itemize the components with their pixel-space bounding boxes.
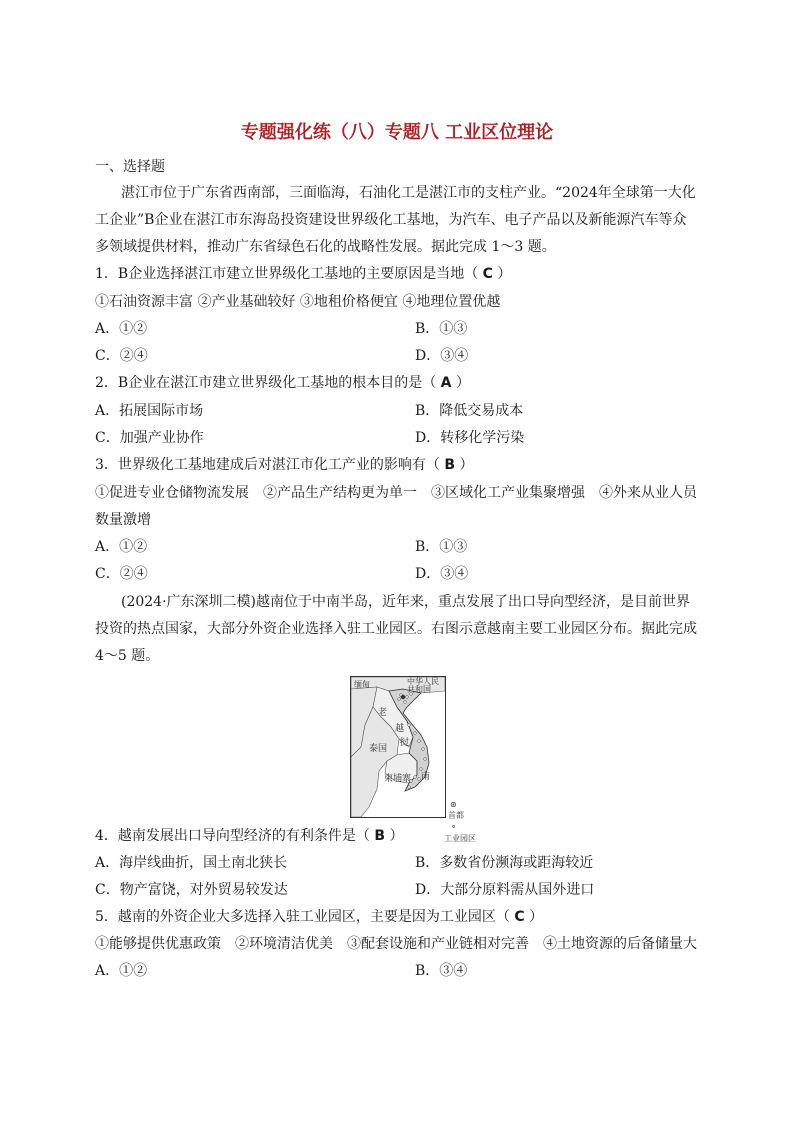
page-title: 专题强化练（八）专题八 工业区位理论 bbox=[240, 122, 554, 143]
question-3-items-line2: 数量激增 bbox=[95, 512, 151, 528]
question-3-close: ） bbox=[459, 457, 474, 473]
question-2-option-b: B．降低交易成本 bbox=[415, 403, 524, 419]
question-4-option-a: A．海岸线曲折，国土南北狭长 bbox=[95, 855, 288, 871]
question-5-stem bbox=[95, 907, 543, 927]
question-2-stem bbox=[95, 373, 470, 393]
question-1-option-b: B．①③ bbox=[415, 321, 468, 337]
map-label-wo: 挝 bbox=[400, 738, 410, 748]
passage1-line2: 工企业”B企业在湛江市东海岛投资建设世界级化工基地，为汽车、电子产品以及新能源汽车等众 bbox=[95, 212, 687, 228]
passage2-line3: 4～5 题。 bbox=[95, 648, 160, 664]
question-2-option-c: C．加强产业协作 bbox=[95, 430, 204, 446]
question-4-option-b: B．多数省份濒海或距海较近 bbox=[415, 855, 594, 871]
question-3-option-d: D．③④ bbox=[415, 566, 469, 582]
question-1-text: 1．B企业选择湛江市建立世界级化工基地的主要原因是当地（ bbox=[95, 266, 479, 282]
question-2-answer: A bbox=[440, 375, 452, 391]
legend-capital: 首都 bbox=[448, 811, 464, 820]
section-heading: 一、选择题 bbox=[95, 159, 165, 175]
legend-capital-icon: ⊛ bbox=[450, 800, 457, 809]
map-label-myanmar: 缅甸 bbox=[354, 680, 370, 689]
question-2-option-d: D．转移化学污染 bbox=[415, 430, 525, 446]
question-1-items: ①石油资源丰富 ②产业基础较好 ③地租价格便宜 ④地理位置优越 bbox=[95, 294, 501, 310]
map-label-china: 中华人民共和国 bbox=[407, 677, 439, 694]
question-3-answer: B bbox=[444, 457, 456, 473]
question-4-option-c: C．物产富饶，对外贸易较发达 bbox=[95, 882, 288, 898]
capital-marker-icon bbox=[401, 695, 405, 699]
map-label-nan: 南 bbox=[421, 772, 431, 782]
question-5-items: ①能够提供优惠政策 ②环境清洁优美 ③配套设施和产业链相对完善 ④土地资源的后备储量大 bbox=[95, 936, 697, 952]
map-label-thailand: 泰国 bbox=[369, 744, 388, 754]
question-3-text: 3．世界级化工基地建成后对湛江市化工产业的影响有（ bbox=[95, 457, 440, 473]
question-1-option-c: C．②④ bbox=[95, 348, 148, 364]
question-1-option-d: D．③④ bbox=[415, 348, 469, 364]
question-4-close: ） bbox=[389, 828, 404, 844]
question-5-answer: C bbox=[514, 909, 525, 925]
map-label-lao: 老 bbox=[378, 708, 388, 718]
map-label-cambodia: 柬埔寨 bbox=[384, 774, 412, 784]
question-3-option-c: C．②④ bbox=[95, 566, 148, 582]
question-4-stem bbox=[95, 826, 403, 846]
question-4-option-d: D．大部分原料需从国外进口 bbox=[415, 882, 595, 898]
map-label-yue: 越 bbox=[395, 724, 405, 734]
legend-park-icon: ∘ bbox=[451, 822, 457, 831]
question-2-text: 2．B企业在湛江市建立世界级化工基地的根本目的是（ bbox=[95, 375, 437, 391]
question-1-stem bbox=[95, 264, 511, 284]
question-5-option-b: B．③④ bbox=[415, 963, 468, 979]
passage1-line3: 多领域提供材料，推动广东省绿色石化的战略性发展。据此完成 1～3 题。 bbox=[95, 239, 556, 255]
question-3-stem bbox=[95, 455, 473, 475]
question-1-option-a: A．①② bbox=[95, 321, 148, 337]
map-drawing bbox=[351, 677, 445, 817]
question-4-text: 4．越南发展出口导向型经济的有利条件是（ bbox=[95, 828, 370, 844]
question-3-option-b: B．①③ bbox=[415, 539, 468, 555]
question-1-close: ） bbox=[497, 266, 512, 282]
question-5-close: ） bbox=[529, 909, 544, 925]
question-5-text: 5．越南的外资企业大多选择入驻工业园区，主要是因为工业园区（ bbox=[95, 909, 510, 925]
passage2-line1: (2024·广东深圳二模)越南位于中南半岛，近年来，重点发展了出口导向型经济，是目前世界 bbox=[121, 594, 691, 610]
question-5-option-a: A．①② bbox=[95, 963, 148, 979]
vietnam-industrial-park-map bbox=[350, 676, 446, 818]
passage2-line2: 投资的热点国家，大部分外资企业选择入驻工业园区。右图示意越南主要工业园区分布。据此完成 bbox=[95, 621, 697, 637]
legend-industrial-park: 工业园区 bbox=[444, 834, 476, 843]
passage1-line1: 湛江市位于广东省西南部，三面临海，石油化工是湛江市的支柱产业。“2024年全球第一大化 bbox=[121, 185, 696, 201]
question-2-option-a: A．拓展国际市场 bbox=[95, 403, 204, 419]
question-2-close: ） bbox=[455, 375, 470, 391]
question-1-answer: C bbox=[482, 266, 493, 282]
question-3-items-line1: ①促进专业仓储物流发展 ②产品生产结构更为单一 ③区域化工产业集聚增强 ④外来从业人员 bbox=[95, 485, 697, 501]
question-3-option-a: A．①② bbox=[95, 539, 148, 555]
question-4-answer: B bbox=[374, 828, 386, 844]
